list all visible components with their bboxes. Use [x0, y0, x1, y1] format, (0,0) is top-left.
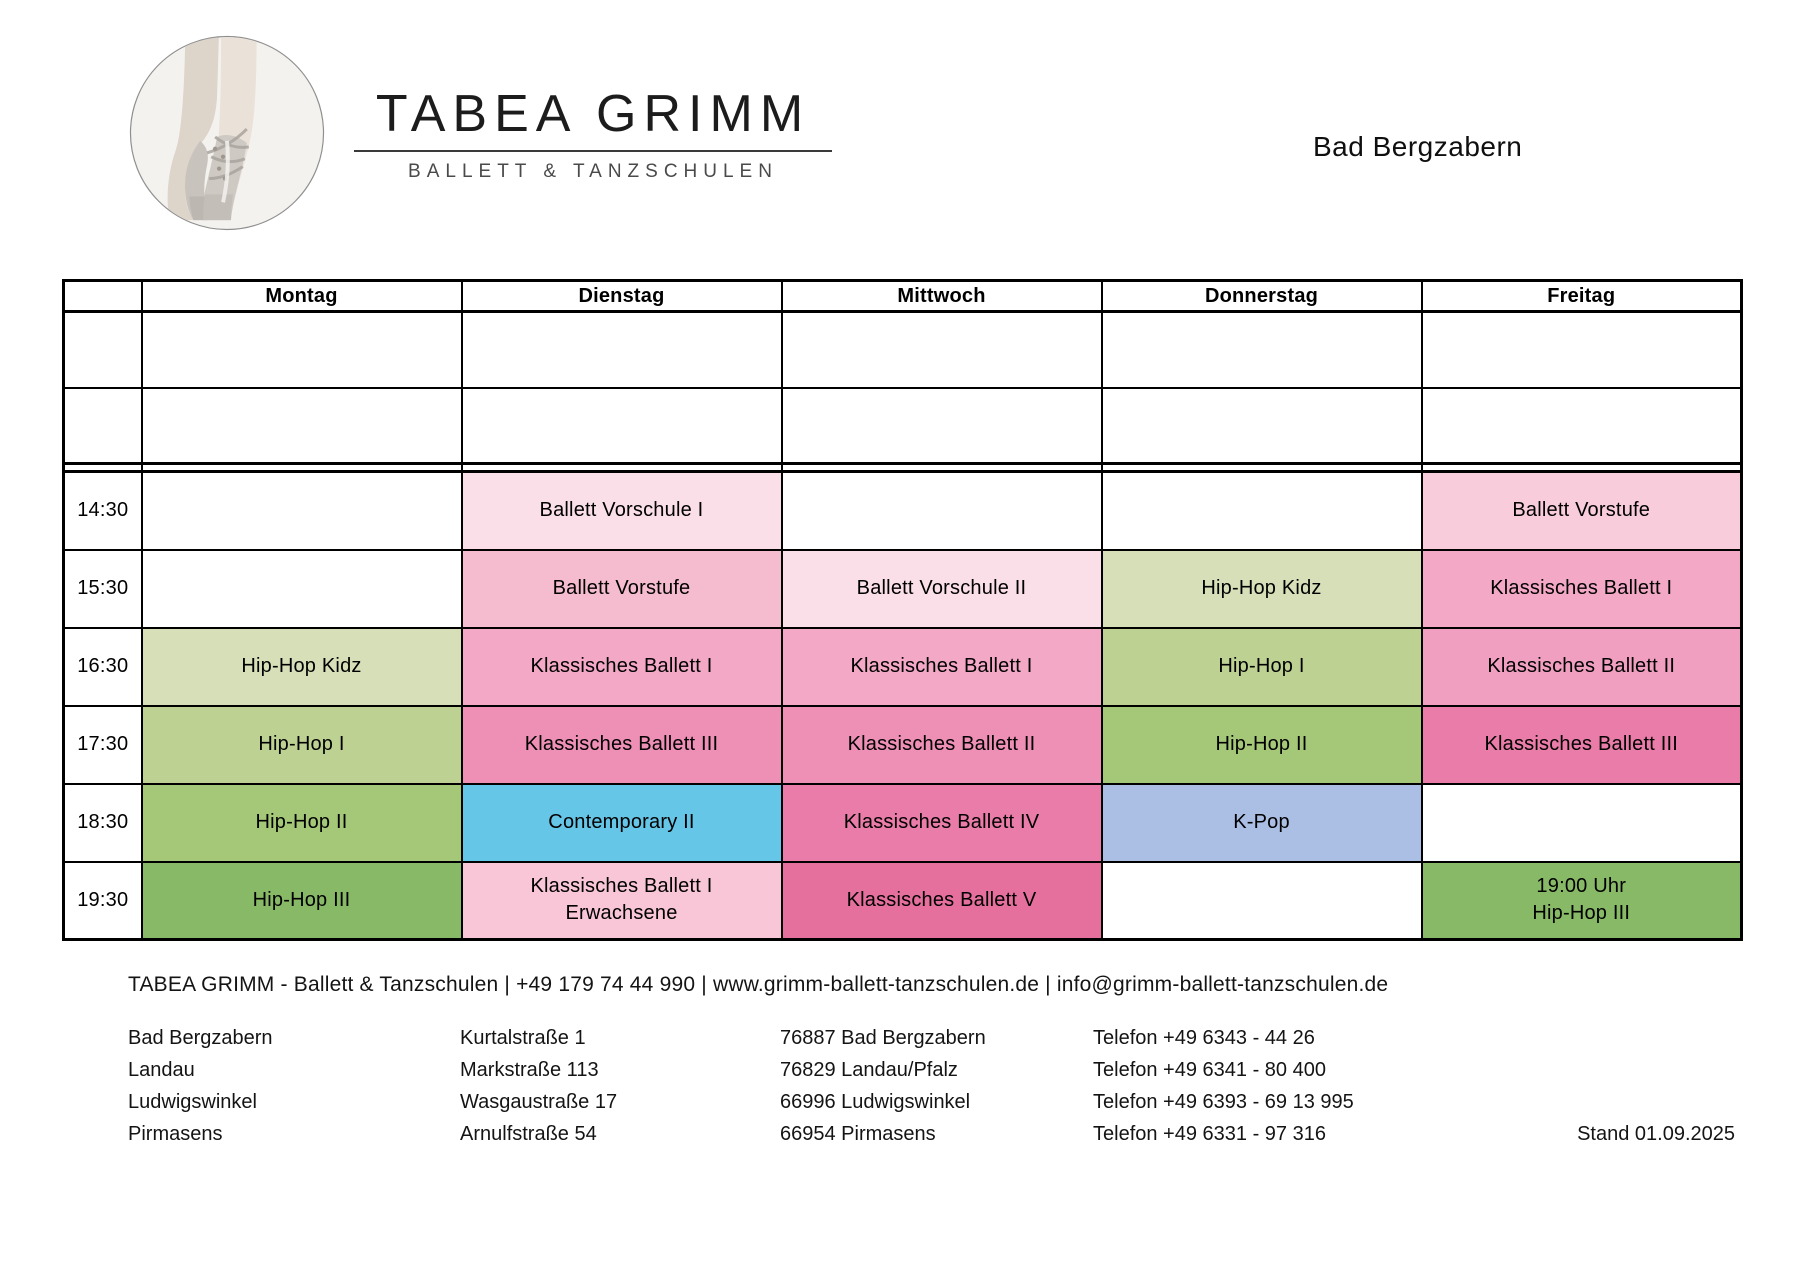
- time-label-14-30: 14:30: [64, 472, 142, 550]
- empty-cell-mittwoch-r1: [782, 388, 1102, 464]
- brand-tagline: BALLETT & TANZSCHULEN: [408, 161, 778, 183]
- schedule-cell-freitag-16-30: [1422, 628, 1742, 706]
- empty-cell-freitag-r0: [1422, 312, 1742, 388]
- class-label: Klassisches Ballett I: [530, 875, 713, 898]
- empty-cell-montag-r2: [142, 464, 462, 472]
- class-label: Hip-Hop II: [1215, 733, 1308, 755]
- time-label-16-30: 16:30: [64, 628, 142, 706]
- empty-cell-montag-14-30: [142, 472, 462, 550]
- class-label: Contemporary II: [548, 811, 695, 833]
- location-city: Ludwigswinkel: [128, 1091, 257, 1113]
- empty-cell-montag-r0: [142, 312, 462, 388]
- class-label: Ballett Vorstufe: [1512, 499, 1651, 522]
- stand-date: Stand 01.09.2025: [1577, 1123, 1735, 1145]
- empty-cell-mittwoch-14-30: [782, 472, 1102, 550]
- time-label-17-30: 17:30: [64, 706, 142, 784]
- schedule-table: [62, 279, 1743, 941]
- logo: [128, 34, 326, 232]
- class-label: K-Pop: [1233, 811, 1290, 833]
- schedule-cell-mittwoch-19-30: [782, 862, 1102, 940]
- empty-cell-freitag-18-30: [1422, 784, 1742, 862]
- schedule-cell-donnerstag-18-30: [1102, 784, 1422, 862]
- class-label: Hip-Hop III: [252, 888, 351, 911]
- class-label: Hip-Hop I: [258, 733, 345, 755]
- brand-rule: [354, 150, 832, 152]
- schedule-cell-donnerstag-16-30: [1102, 628, 1422, 706]
- location-street: Kurtalstraße 1: [460, 1027, 586, 1049]
- brand-wordmark: TABEA GRIMM: [375, 85, 811, 143]
- class-label: 19:00 Uhr: [1536, 875, 1627, 898]
- class-label: Hip-Hop Kidz: [241, 655, 362, 677]
- location-city: Bad Bergzabern: [128, 1027, 273, 1049]
- empty-cell-montag-15-30: [142, 550, 462, 628]
- class-label: Ballett Vorschule II: [856, 577, 1027, 599]
- schedule-cell-montag-19-30: [142, 862, 462, 940]
- time-label-15-30: 15:30: [64, 550, 142, 628]
- class-label: Klassisches Ballett IV: [843, 811, 1040, 833]
- schedule-cell-montag-18-30: [142, 784, 462, 862]
- day-header-donnerstag: Donnerstag: [1102, 281, 1422, 312]
- location-phone: Telefon +49 6331 - 97 316: [1093, 1123, 1326, 1145]
- locations-block: [128, 1022, 1493, 1150]
- schedule-cell-mittwoch-17-30: [782, 706, 1102, 784]
- time-cell-blank: [64, 312, 142, 388]
- location-postal: 76887 Bad Bergzabern: [780, 1027, 986, 1049]
- brand-block: [352, 86, 834, 183]
- location-city: Landau: [128, 1059, 195, 1081]
- time-cell-blank: [64, 464, 142, 472]
- class-label: Ballett Vorschule I: [539, 499, 704, 522]
- class-label: Klassisches Ballett I: [530, 655, 713, 677]
- empty-cell-mittwoch-r2: [782, 464, 1102, 472]
- schedule-grid: [62, 279, 1743, 941]
- time-cell-blank: [64, 388, 142, 464]
- schedule-cell-donnerstag-15-30: [1102, 550, 1422, 628]
- time-label-19-30: 19:30: [64, 862, 142, 940]
- location-row-bad-bergzabern: [128, 1022, 1493, 1054]
- time-label-18-30: 18:30: [64, 784, 142, 862]
- day-header-freitag: Freitag: [1422, 281, 1742, 312]
- location-city: Pirmasens: [128, 1123, 223, 1145]
- location-heading: Bad Bergzabern: [1313, 131, 1523, 162]
- class-label: Ballett Vorstufe: [552, 577, 691, 599]
- class-label: Klassisches Ballett III: [1484, 733, 1679, 755]
- empty-cell-dienstag-r2: [462, 464, 782, 472]
- location-street: Markstraße 113: [460, 1059, 599, 1081]
- schedule-cell-freitag-19-30: [1422, 862, 1742, 940]
- class-label: Klassisches Ballett V: [846, 888, 1037, 911]
- empty-cell-freitag-r2: [1422, 464, 1742, 472]
- class-label: Klassisches Ballett I: [1490, 577, 1673, 599]
- schedule-cell-freitag-15-30: [1422, 550, 1742, 628]
- location-street: Wasgaustraße 17: [460, 1091, 618, 1113]
- location-phone: Telefon +49 6341 - 80 400: [1093, 1059, 1326, 1081]
- empty-cell-donnerstag-r1: [1102, 388, 1422, 464]
- location-postal: 76829 Landau/Pfalz: [780, 1059, 958, 1081]
- class-label: Hip-Hop II: [255, 811, 348, 833]
- empty-cell-montag-r1: [142, 388, 462, 464]
- schedule-cell-freitag-14-30: [1422, 472, 1742, 550]
- empty-cell-dienstag-r1: [462, 388, 782, 464]
- schedule-cell-mittwoch-15-30: [782, 550, 1102, 628]
- corner-cell: [64, 281, 142, 312]
- schedule-cell-montag-16-30: [142, 628, 462, 706]
- empty-cell-donnerstag-19-30: [1102, 862, 1422, 940]
- schedule-cell-dienstag-19-30: [462, 862, 782, 940]
- schedule-cell-dienstag-16-30: [462, 628, 782, 706]
- empty-cell-donnerstag-14-30: [1102, 472, 1422, 550]
- schedule-cell-freitag-17-30: [1422, 706, 1742, 784]
- class-label: Klassisches Ballett I: [850, 655, 1033, 677]
- schedule-cell-mittwoch-18-30: [782, 784, 1102, 862]
- day-header-mittwoch: Mittwoch: [782, 281, 1102, 312]
- day-header-montag: Montag: [142, 281, 462, 312]
- empty-cell-dienstag-r0: [462, 312, 782, 388]
- location-row-pirmasens: [128, 1118, 1493, 1150]
- pointe-shoes-icon: [128, 34, 326, 232]
- contact-line: TABEA GRIMM - Ballett & Tanzschulen | +49 179 74 44 990 | www.grimm-ballett-tanzschulen.de | info@grimm-ballett-tanzschulen.de: [128, 973, 1389, 996]
- schedule-cell-dienstag-17-30: [462, 706, 782, 784]
- class-label: Klassisches Ballett III: [524, 733, 719, 755]
- location-row-landau: [128, 1054, 1493, 1086]
- schedule-cell-montag-17-30: [142, 706, 462, 784]
- empty-cell-donnerstag-r2: [1102, 464, 1422, 472]
- class-label: Erwachsene: [565, 902, 678, 925]
- empty-cell-freitag-r1: [1422, 388, 1742, 464]
- class-label: Hip-Hop Kidz: [1201, 577, 1322, 599]
- schedule-cell-dienstag-15-30: [462, 550, 782, 628]
- schedule-cell-dienstag-14-30: [462, 472, 782, 550]
- schedule-cell-dienstag-18-30: [462, 784, 782, 862]
- class-label: Hip-Hop I: [1218, 655, 1305, 677]
- location-phone: Telefon +49 6343 - 44 26: [1093, 1027, 1315, 1049]
- class-label: Klassisches Ballett II: [847, 733, 1036, 755]
- empty-cell-mittwoch-r0: [782, 312, 1102, 388]
- schedule-cell-mittwoch-16-30: [782, 628, 1102, 706]
- class-label: Klassisches Ballett II: [1487, 655, 1676, 677]
- location-street: Arnulfstraße 54: [460, 1123, 597, 1145]
- schedule-cell-donnerstag-17-30: [1102, 706, 1422, 784]
- empty-cell-donnerstag-r0: [1102, 312, 1422, 388]
- location-postal: 66996 Ludwigswinkel: [780, 1091, 971, 1113]
- class-label: Hip-Hop III: [1532, 902, 1631, 925]
- location-row-ludwigswinkel: [128, 1086, 1493, 1118]
- day-header-dienstag: Dienstag: [462, 281, 782, 312]
- location-phone: Telefon +49 6393 - 69 13 995: [1093, 1091, 1354, 1113]
- location-postal: 66954 Pirmasens: [780, 1123, 936, 1145]
